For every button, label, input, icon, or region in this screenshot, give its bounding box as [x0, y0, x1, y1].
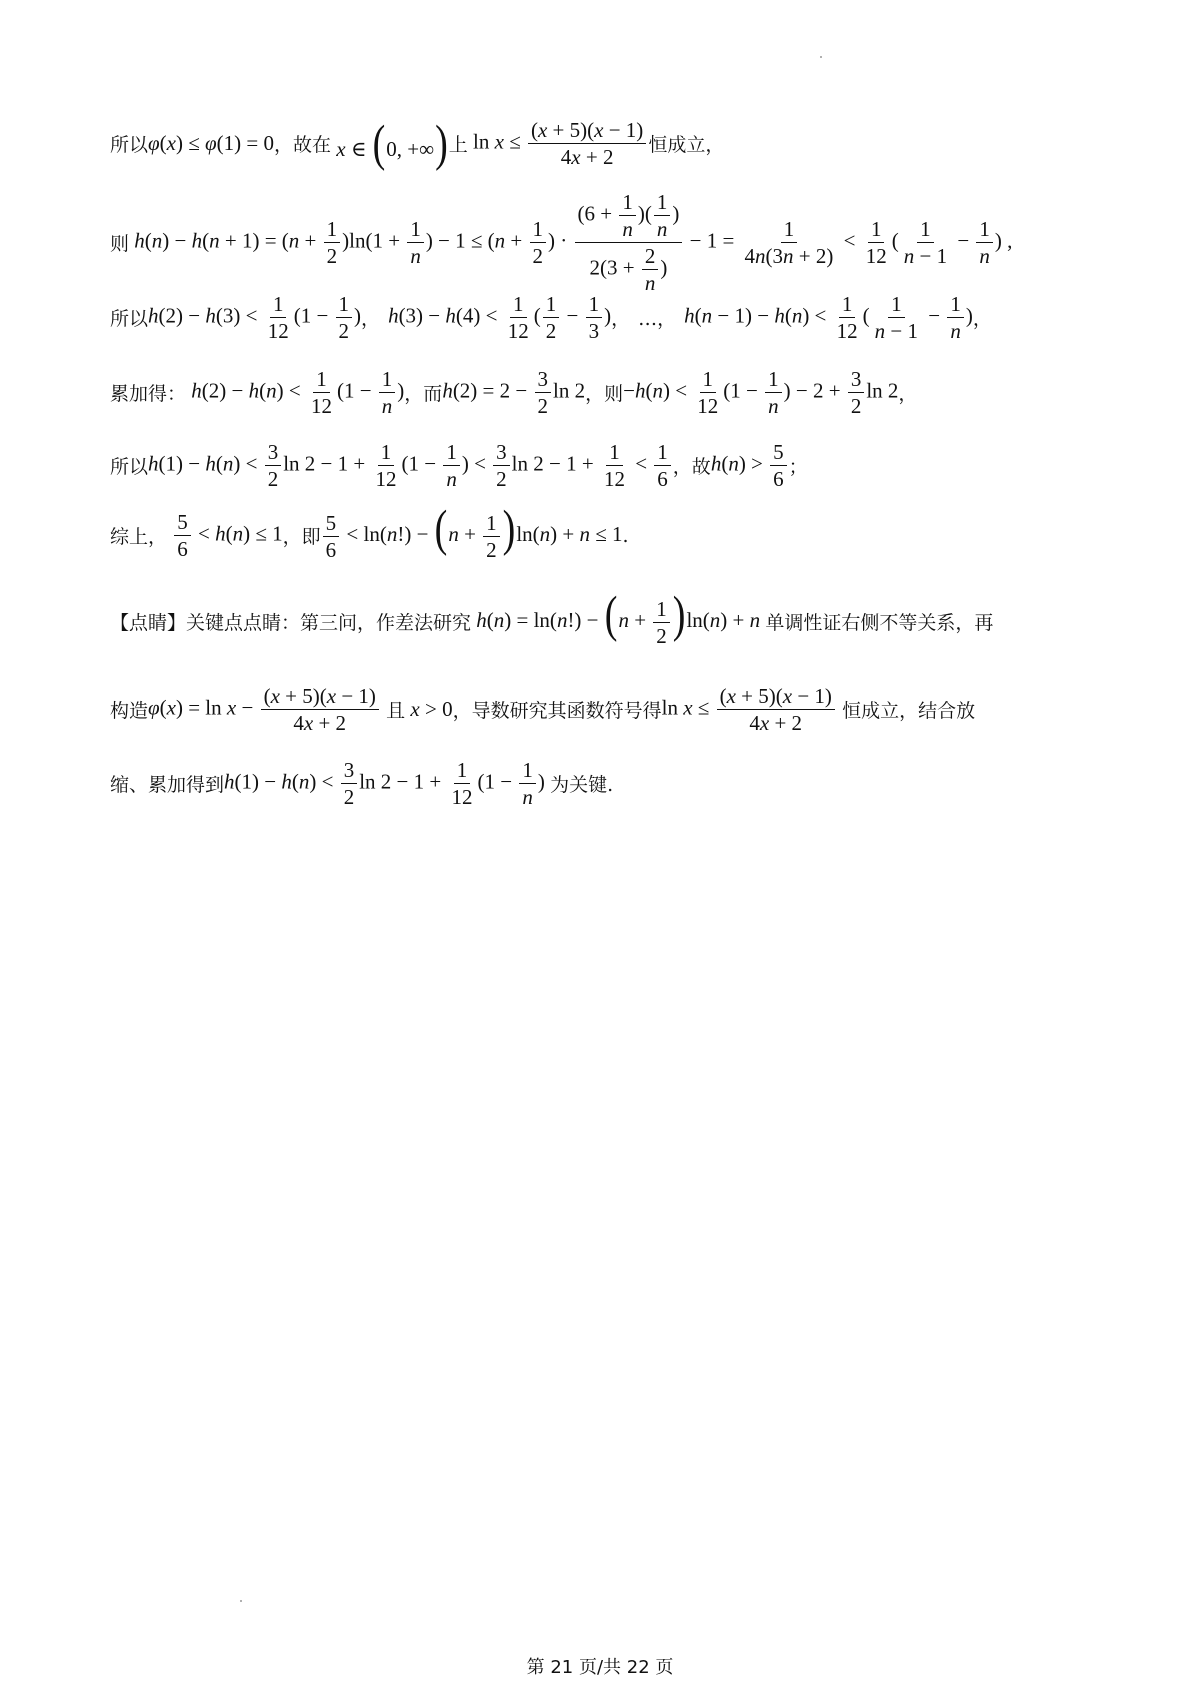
- formula: −h(n) < $\frac{1}{12}$ (1 − $\frac{1}{n}$ ) − 2 + $\frac{3}{2}$ ln 2: [623, 367, 899, 419]
- scan-speck: [820, 56, 822, 58]
- math-line-3: [110, 292, 1110, 343]
- formula: h(2) − h(n) < $\frac{1}{12}$ (1 − $\frac{1}{n}$ ): [191, 367, 405, 419]
- math-line-1: [110, 115, 1110, 172]
- formula: h(2) = 2 − $\frac{3}{2}$ ln 2: [442, 367, 586, 419]
- text-segment: ，: [611, 308, 631, 331]
- text-segment: 为关键.: [550, 774, 614, 797]
- text-segment: 恒成立，结合放: [842, 700, 976, 723]
- text-segment: ；: [788, 456, 808, 479]
- text-segment: ，: [972, 308, 992, 331]
- page-number: 第 21 页/共 22 页: [526, 1657, 674, 1678]
- math-line-9: [110, 758, 1110, 809]
- formula: $\frac{5}{6}$ < ln(n!) − (n + $\frac{1}{2}$ )ln(n) + n ≤ 1: [321, 510, 623, 562]
- text-segment: 综上，: [110, 526, 168, 549]
- text-segment: 单调性证右侧不等关系，再: [765, 612, 994, 635]
- text-segment: 累加得：: [110, 383, 187, 406]
- formula: $\frac{5}{6}$ < h(n) ≤ 1: [167, 510, 283, 561]
- text-segment: 恒成立，: [648, 134, 725, 157]
- math-line-7: [110, 586, 1110, 648]
- formula: ln x ≤ $\frac{(x + 5)(x - 1)}{4x + 2}$: [662, 684, 843, 735]
- formula: x > 0: [410, 697, 453, 722]
- text-segment: .: [622, 524, 629, 547]
- text-segment: 所以: [110, 456, 149, 479]
- math-line-8: [110, 684, 1110, 735]
- text-segment: ，故: [672, 456, 711, 479]
- text-segment: 且: [386, 700, 406, 723]
- formula: h(2) − h(3) < $\frac{1}{12}$ (1 − $\frac{1}{2}$ ): [148, 292, 362, 344]
- text-segment: ，而: [404, 383, 443, 406]
- text-segment: 构造: [110, 700, 149, 723]
- math-line-6: [110, 500, 1110, 562]
- text-segment: 上: [448, 134, 468, 157]
- text-segment: 【点睛】关键点点睛：第三问，作差法研究: [110, 612, 472, 635]
- text-segment: 则: [110, 233, 130, 256]
- math-line-5: [110, 440, 1110, 491]
- formula: h(n) − h(n + 1) = (n + $\frac{1}{2}$ )ln(1 + $\frac{1}{n}$ ) − 1 ≤ (n + $\frac{1}{2}$ ) · (6 + $\frac{1}{n}$ )( $\frac{1}{n}$ ) 2(3 + $\frac{2}{n}$ ) − 1 = $\frac{1}{4n(3n + 2)}$ < $\frac{1}{12}$ ( $\frac{1}{n - 1}$ − $\frac{1}{n}$ ) ,: [134, 190, 1013, 296]
- text-segment: 缩、累加得到: [110, 774, 225, 797]
- formula: φ(x) = ln x − $\frac{(x + 5)(x - 1)}{4x + 2}$: [148, 684, 386, 735]
- math-line-4: [110, 367, 1110, 418]
- text-segment: ，即: [282, 526, 321, 549]
- text-segment: ，故在: [273, 134, 331, 157]
- text-segment: ，导数研究其函数符号得: [452, 700, 662, 723]
- formula: x ∈ (0, +∞): [336, 115, 448, 172]
- formula: ln x ≤ $\frac{(x + 5)(x - 1)}{4x + 2}$: [468, 118, 649, 169]
- text-segment: ，: [361, 308, 381, 331]
- text-segment: 所以: [110, 134, 149, 157]
- text-segment: 所以: [110, 308, 149, 331]
- formula: h(1) − h(n) < $\frac{3}{2}$ ln 2 − 1 + $\frac{1}{12}$ (1 − $\frac{1}{n}$ ) < $\frac{3}{2}$ ln 2 − 1 + $\frac{1}{12}$ < $\frac{1}{6}$: [148, 440, 673, 491]
- scan-speck: [240, 1600, 242, 1602]
- formula: h(3) − h(4) < $\frac{1}{12}$ ( $\frac{1}{2}$ − $\frac{1}{3}$ ): [388, 292, 612, 344]
- formula: h(1) − h(n) < $\frac{3}{2}$ ln 2 − 1 + $\frac{1}{12}$ (1 − $\frac{1}{n}$ ): [224, 758, 551, 810]
- formula: φ(x) ≤ φ(1) = 0: [148, 131, 274, 156]
- text-segment: ，则: [585, 383, 624, 406]
- text-segment: ，: [898, 383, 918, 406]
- formula: h(n − 1) − h(n) < $\frac{1}{12}$ ( $\frac{1}{n - 1}$ − $\frac{1}{n}$ ): [684, 292, 973, 344]
- text-segment: …，: [638, 308, 677, 331]
- formula: h(n) = ln(n!) − (n + $\frac{1}{2}$ )ln(n) + n: [476, 586, 761, 648]
- formula: h(n) > $\frac{5}{6}$: [711, 440, 789, 491]
- math-line-2: [110, 190, 1110, 296]
